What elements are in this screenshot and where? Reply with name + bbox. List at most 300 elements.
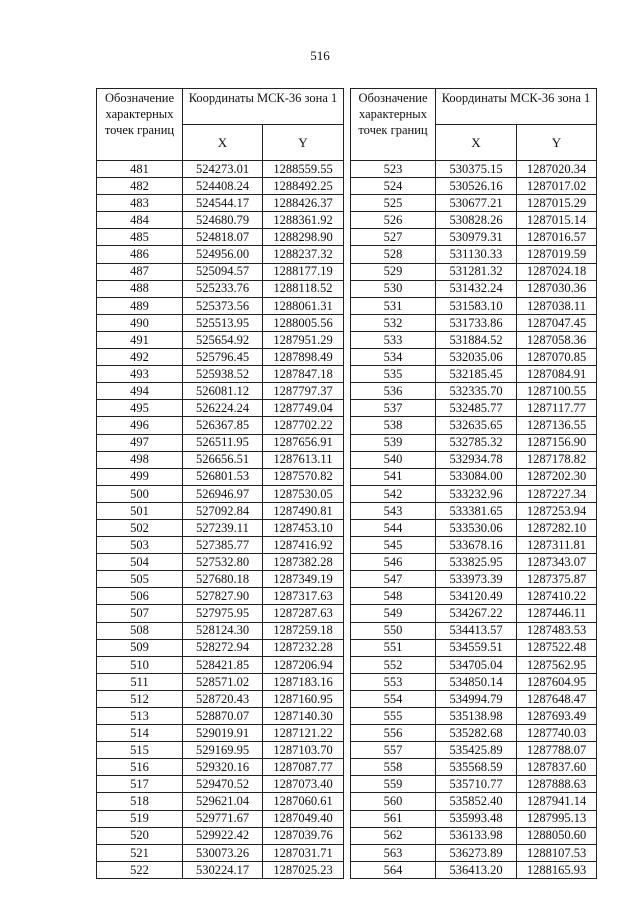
point-id-cell: 513 (97, 708, 183, 725)
x-coordinate-cell: 526511.95 (183, 434, 263, 451)
x-coordinate-cell: 531583.10 (436, 297, 517, 314)
table-row (97, 451, 344, 468)
table-row (97, 776, 344, 793)
y-coordinate-cell: 1288426.37 (263, 195, 344, 212)
x-coordinate-cell: 525373.56 (183, 297, 263, 314)
y-coordinate-cell: 1287888.63 (517, 776, 597, 793)
point-id-cell: 532 (351, 314, 436, 331)
table-row (351, 571, 597, 588)
x-coordinate-cell: 526081.12 (183, 383, 263, 400)
point-id-cell: 548 (351, 588, 436, 605)
table-row (351, 297, 597, 314)
y-coordinate-cell: 1288298.90 (263, 229, 344, 246)
x-coordinate-cell: 531733.86 (436, 314, 517, 331)
point-id-cell: 494 (97, 383, 183, 400)
y-coordinate-cell: 1288177.19 (263, 263, 344, 280)
x-coordinate-cell: 525654.92 (183, 331, 263, 348)
y-coordinate-cell: 1287740.03 (517, 725, 597, 742)
x-coordinate-cell: 529320.16 (183, 759, 263, 776)
y-coordinate-cell: 1287693.49 (517, 708, 597, 725)
point-id-cell: 502 (97, 519, 183, 536)
x-coordinate-cell: 527532.80 (183, 554, 263, 571)
point-id-cell: 509 (97, 639, 183, 656)
point-id-cell: 515 (97, 742, 183, 759)
x-coordinate-cell: 525796.45 (183, 349, 263, 366)
point-id-cell: 552 (351, 656, 436, 673)
table-row (97, 212, 344, 229)
x-coordinate-cell: 528272.94 (183, 639, 263, 656)
table-row (97, 725, 344, 742)
x-coordinate-cell: 529922.42 (183, 827, 263, 844)
point-id-cell: 510 (97, 656, 183, 673)
y-coordinate-cell: 1287031.71 (263, 844, 344, 861)
y-coordinate-cell: 1287060.61 (263, 793, 344, 810)
x-coordinate-cell: 530375.15 (436, 161, 517, 178)
table-row (97, 793, 344, 810)
x-coordinate-cell: 534120.49 (436, 588, 517, 605)
x-coordinate-cell: 527975.95 (183, 605, 263, 622)
table-row (97, 400, 344, 417)
table-row (97, 246, 344, 263)
table-row (97, 690, 344, 707)
table-row (97, 485, 344, 502)
x-coordinate-cell: 536413.20 (436, 861, 517, 878)
point-id-cell: 542 (351, 485, 436, 502)
x-coordinate-cell: 535282.68 (436, 725, 517, 742)
y-coordinate-cell: 1287483.53 (517, 622, 597, 639)
table-row (351, 246, 597, 263)
y-coordinate-cell: 1287453.10 (263, 519, 344, 536)
point-id-cell: 490 (97, 314, 183, 331)
x-coordinate-cell: 533678.16 (436, 537, 517, 554)
point-id-cell: 506 (97, 588, 183, 605)
y-coordinate-cell: 1287287.63 (263, 605, 344, 622)
x-coordinate-cell: 534413.57 (436, 622, 517, 639)
table-row (97, 844, 344, 861)
table-row (97, 827, 344, 844)
table-row (97, 639, 344, 656)
table-row (97, 229, 344, 246)
y-coordinate-cell: 1288361.92 (263, 212, 344, 229)
table-row (351, 468, 597, 485)
y-coordinate-cell: 1288118.52 (263, 280, 344, 297)
table-row (351, 280, 597, 297)
y-coordinate-cell: 1287898.49 (263, 349, 344, 366)
table-body-left (97, 161, 344, 879)
x-coordinate-cell: 533084.00 (436, 468, 517, 485)
point-id-cell: 505 (97, 571, 183, 588)
y-coordinate-cell: 1287995.13 (517, 810, 597, 827)
y-coordinate-cell: 1287016.57 (517, 229, 597, 246)
point-id-cell: 533 (351, 331, 436, 348)
x-coordinate-cell: 531432.24 (436, 280, 517, 297)
x-coordinate-cell: 530677.21 (436, 195, 517, 212)
y-coordinate-cell: 1287349.19 (263, 571, 344, 588)
x-coordinate-cell: 526224.24 (183, 400, 263, 417)
table-row (97, 571, 344, 588)
point-id-cell: 499 (97, 468, 183, 485)
x-coordinate-cell: 532785.32 (436, 434, 517, 451)
table-body-right (351, 161, 597, 879)
table-row (351, 383, 597, 400)
table-row (351, 434, 597, 451)
table-row (97, 280, 344, 297)
x-coordinate-cell: 527827.90 (183, 588, 263, 605)
point-id-cell: 535 (351, 366, 436, 383)
x-coordinate-cell: 526801.53 (183, 468, 263, 485)
y-coordinate-cell: 1287084.91 (517, 366, 597, 383)
point-id-cell: 536 (351, 383, 436, 400)
y-coordinate-cell: 1287049.40 (263, 810, 344, 827)
y-coordinate-cell: 1287317.63 (263, 588, 344, 605)
x-coordinate-cell: 525094.57 (183, 263, 263, 280)
y-coordinate-cell: 1287015.29 (517, 195, 597, 212)
y-coordinate-cell: 1288237.32 (263, 246, 344, 263)
y-coordinate-cell: 1287253.94 (517, 502, 597, 519)
point-id-cell: 493 (97, 366, 183, 383)
point-id-cell: 484 (97, 212, 183, 229)
point-id-cell: 553 (351, 673, 436, 690)
table-row (351, 656, 597, 673)
y-coordinate-cell: 1287847.18 (263, 366, 344, 383)
table-row (351, 451, 597, 468)
point-id-cell: 563 (351, 844, 436, 861)
x-coordinate-cell: 533381.65 (436, 502, 517, 519)
x-coordinate-cell: 524956.00 (183, 246, 263, 263)
table-row (351, 537, 597, 554)
point-id-cell: 531 (351, 297, 436, 314)
point-id-cell: 547 (351, 571, 436, 588)
table-row (97, 178, 344, 195)
x-coordinate-cell: 529771.67 (183, 810, 263, 827)
point-id-cell: 503 (97, 537, 183, 554)
table-row (351, 827, 597, 844)
x-coordinate-cell: 535425.89 (436, 742, 517, 759)
table-row (97, 673, 344, 690)
point-id-cell: 550 (351, 622, 436, 639)
x-coordinate-cell: 527092.84 (183, 502, 263, 519)
table-row (351, 861, 597, 878)
point-id-cell: 522 (97, 861, 183, 878)
point-id-cell: 551 (351, 639, 436, 656)
point-id-cell: 539 (351, 434, 436, 451)
point-id-cell: 524 (351, 178, 436, 195)
point-label-header: Обозначение характерных точек границ (351, 89, 436, 161)
coord-group-header: Координаты МСК-36 зона 1 (436, 89, 597, 125)
point-id-cell: 559 (351, 776, 436, 793)
x-coordinate-cell: 530979.31 (436, 229, 517, 246)
y-coordinate-cell: 1287648.47 (517, 690, 597, 707)
table-row (97, 263, 344, 280)
x-coordinate-cell: 533825.95 (436, 554, 517, 571)
table-row (351, 178, 597, 195)
x-coordinate-cell: 535138.98 (436, 708, 517, 725)
x-coordinate-cell: 530828.26 (436, 212, 517, 229)
point-id-cell: 556 (351, 725, 436, 742)
y-coordinate-cell: 1287024.18 (517, 263, 597, 280)
y-coordinate-cell: 1287613.11 (263, 451, 344, 468)
y-coordinate-cell: 1287562.95 (517, 656, 597, 673)
point-id-cell: 526 (351, 212, 436, 229)
y-coordinate-cell: 1287047.45 (517, 314, 597, 331)
x-header: X (183, 125, 263, 161)
y-coordinate-cell: 1287702.22 (263, 417, 344, 434)
point-id-cell: 491 (97, 331, 183, 348)
y-coordinate-cell: 1287311.81 (517, 537, 597, 554)
y-coordinate-cell: 1287070.85 (517, 349, 597, 366)
table-row (97, 161, 344, 178)
x-coordinate-cell: 527239.11 (183, 519, 263, 536)
table-row (351, 793, 597, 810)
x-coordinate-cell: 527680.18 (183, 571, 263, 588)
x-coordinate-cell: 525513.95 (183, 314, 263, 331)
point-id-cell: 543 (351, 502, 436, 519)
point-id-cell: 495 (97, 400, 183, 417)
x-coordinate-cell: 533973.39 (436, 571, 517, 588)
y-coordinate-cell: 1287282.10 (517, 519, 597, 536)
x-coordinate-cell: 535993.48 (436, 810, 517, 827)
x-coordinate-cell: 531884.52 (436, 331, 517, 348)
point-id-cell: 564 (351, 861, 436, 878)
y-coordinate-cell: 1287259.18 (263, 622, 344, 639)
point-id-cell: 486 (97, 246, 183, 263)
point-id-cell: 482 (97, 178, 183, 195)
x-coordinate-cell: 530224.17 (183, 861, 263, 878)
x-coordinate-cell: 528870.07 (183, 708, 263, 725)
table-row (97, 331, 344, 348)
y-coordinate-cell: 1287941.14 (517, 793, 597, 810)
point-id-cell: 519 (97, 810, 183, 827)
table-row (351, 639, 597, 656)
y-coordinate-cell: 1287837.60 (517, 759, 597, 776)
point-id-cell: 562 (351, 827, 436, 844)
x-coordinate-cell: 532335.70 (436, 383, 517, 400)
y-coordinate-cell: 1287227.34 (517, 485, 597, 502)
x-coordinate-cell: 529019.91 (183, 725, 263, 742)
x-coordinate-cell: 536273.89 (436, 844, 517, 861)
x-coordinate-cell: 533530.06 (436, 519, 517, 536)
point-id-cell: 483 (97, 195, 183, 212)
point-id-cell: 529 (351, 263, 436, 280)
y-coordinate-cell: 1287121.22 (263, 725, 344, 742)
point-id-cell: 520 (97, 827, 183, 844)
x-coordinate-cell: 531281.32 (436, 263, 517, 280)
y-coordinate-cell: 1287410.22 (517, 588, 597, 605)
table-row (351, 331, 597, 348)
y-coordinate-cell: 1287073.40 (263, 776, 344, 793)
table-row (351, 690, 597, 707)
point-id-cell: 488 (97, 280, 183, 297)
table-row (97, 417, 344, 434)
y-coordinate-cell: 1287103.70 (263, 742, 344, 759)
point-id-cell: 558 (351, 759, 436, 776)
x-coordinate-cell: 525938.52 (183, 366, 263, 383)
table-row (97, 349, 344, 366)
point-id-cell: 549 (351, 605, 436, 622)
table-row (97, 861, 344, 878)
coordinates-table-left (96, 88, 344, 879)
table-row (351, 725, 597, 742)
x-coordinate-cell: 536133.98 (436, 827, 517, 844)
x-coordinate-cell: 530526.16 (436, 178, 517, 195)
table-row (97, 366, 344, 383)
y-coordinate-cell: 1288061.31 (263, 297, 344, 314)
point-id-cell: 521 (97, 844, 183, 861)
point-id-cell: 485 (97, 229, 183, 246)
y-coordinate-cell: 1287160.95 (263, 690, 344, 707)
point-id-cell: 557 (351, 742, 436, 759)
y-coordinate-cell: 1287156.90 (517, 434, 597, 451)
x-coordinate-cell: 526946.97 (183, 485, 263, 502)
table-row (97, 810, 344, 827)
y-coordinate-cell: 1287136.55 (517, 417, 597, 434)
table-row (351, 605, 597, 622)
y-coordinate-cell: 1288107.53 (517, 844, 597, 861)
point-id-cell: 481 (97, 161, 183, 178)
point-id-cell: 508 (97, 622, 183, 639)
table-row (351, 161, 597, 178)
table-row (351, 554, 597, 571)
table-row (351, 212, 597, 229)
table-row (351, 314, 597, 331)
y-coordinate-cell: 1287343.07 (517, 554, 597, 571)
point-id-cell: 497 (97, 434, 183, 451)
y-coordinate-cell: 1287522.48 (517, 639, 597, 656)
y-coordinate-cell: 1287232.28 (263, 639, 344, 656)
table-row (351, 417, 597, 434)
point-id-cell: 545 (351, 537, 436, 554)
y-coordinate-cell: 1287020.34 (517, 161, 597, 178)
point-id-cell: 540 (351, 451, 436, 468)
y-coordinate-cell: 1287019.59 (517, 246, 597, 263)
y-coordinate-cell: 1288165.93 (517, 861, 597, 878)
table-row (97, 468, 344, 485)
point-label-header: Обозначение характерных точек границ (97, 89, 183, 161)
y-coordinate-cell: 1287025.23 (263, 861, 344, 878)
x-coordinate-cell: 529621.04 (183, 793, 263, 810)
point-id-cell: 507 (97, 605, 183, 622)
table-row (351, 844, 597, 861)
x-coordinate-cell: 533232.96 (436, 485, 517, 502)
point-id-cell: 501 (97, 502, 183, 519)
point-id-cell: 517 (97, 776, 183, 793)
table-row (97, 383, 344, 400)
y-coordinate-cell: 1287382.28 (263, 554, 344, 571)
x-coordinate-cell: 524544.17 (183, 195, 263, 212)
y-coordinate-cell: 1287030.36 (517, 280, 597, 297)
x-header: X (436, 125, 517, 161)
table-row (351, 519, 597, 536)
y-coordinate-cell: 1288559.55 (263, 161, 344, 178)
x-coordinate-cell: 534994.79 (436, 690, 517, 707)
point-id-cell: 525 (351, 195, 436, 212)
y-coordinate-cell: 1287446.11 (517, 605, 597, 622)
table-row (351, 776, 597, 793)
x-coordinate-cell: 526367.85 (183, 417, 263, 434)
y-coordinate-cell: 1287038.11 (517, 297, 597, 314)
table-row (351, 195, 597, 212)
table-row (351, 400, 597, 417)
y-coordinate-cell: 1287206.94 (263, 656, 344, 673)
table-row (97, 502, 344, 519)
x-coordinate-cell: 535568.59 (436, 759, 517, 776)
table-row (97, 554, 344, 571)
point-id-cell: 554 (351, 690, 436, 707)
x-coordinate-cell: 532934.78 (436, 451, 517, 468)
point-id-cell: 555 (351, 708, 436, 725)
y-coordinate-cell: 1287100.55 (517, 383, 597, 400)
table-row (97, 742, 344, 759)
table-row (97, 588, 344, 605)
table-row (351, 502, 597, 519)
table-row (97, 656, 344, 673)
point-id-cell: 561 (351, 810, 436, 827)
y-coordinate-cell: 1287416.92 (263, 537, 344, 554)
y-coordinate-cell: 1287058.36 (517, 331, 597, 348)
x-coordinate-cell: 528421.85 (183, 656, 263, 673)
table-row (351, 810, 597, 827)
y-coordinate-cell: 1288492.25 (263, 178, 344, 195)
y-coordinate-cell: 1287530.05 (263, 485, 344, 502)
x-coordinate-cell: 526656.51 (183, 451, 263, 468)
x-coordinate-cell: 534559.51 (436, 639, 517, 656)
y-coordinate-cell: 1287570.82 (263, 468, 344, 485)
table-row (351, 759, 597, 776)
point-id-cell: 504 (97, 554, 183, 571)
y-header: Y (263, 125, 344, 161)
y-coordinate-cell: 1287375.87 (517, 571, 597, 588)
table-row (97, 708, 344, 725)
y-coordinate-cell: 1287039.76 (263, 827, 344, 844)
x-coordinate-cell: 529169.95 (183, 742, 263, 759)
y-coordinate-cell: 1287015.14 (517, 212, 597, 229)
table-row (351, 366, 597, 383)
x-coordinate-cell: 528720.43 (183, 690, 263, 707)
y-coordinate-cell: 1287017.02 (517, 178, 597, 195)
x-coordinate-cell: 532485.77 (436, 400, 517, 417)
table-row (97, 519, 344, 536)
x-coordinate-cell: 524680.79 (183, 212, 263, 229)
table-row (97, 537, 344, 554)
point-id-cell: 560 (351, 793, 436, 810)
x-coordinate-cell: 524273.01 (183, 161, 263, 178)
y-coordinate-cell: 1287087.77 (263, 759, 344, 776)
x-coordinate-cell: 524818.07 (183, 229, 263, 246)
table-row (351, 229, 597, 246)
table-row (351, 349, 597, 366)
table-row (97, 622, 344, 639)
coord-group-header: Координаты МСК-36 зона 1 (183, 89, 344, 125)
x-coordinate-cell: 534850.14 (436, 673, 517, 690)
x-coordinate-cell: 524408.24 (183, 178, 263, 195)
table-row (97, 605, 344, 622)
point-id-cell: 512 (97, 690, 183, 707)
x-coordinate-cell: 527385.77 (183, 537, 263, 554)
y-coordinate-cell: 1288005.56 (263, 314, 344, 331)
point-id-cell: 492 (97, 349, 183, 366)
x-coordinate-cell: 532035.06 (436, 349, 517, 366)
x-coordinate-cell: 534267.22 (436, 605, 517, 622)
point-id-cell: 498 (97, 451, 183, 468)
y-coordinate-cell: 1287604.95 (517, 673, 597, 690)
table-row (97, 314, 344, 331)
x-coordinate-cell: 528571.02 (183, 673, 263, 690)
y-coordinate-cell: 1287490.81 (263, 502, 344, 519)
table-row (351, 742, 597, 759)
y-coordinate-cell: 1287788.07 (517, 742, 597, 759)
x-coordinate-cell: 532185.45 (436, 366, 517, 383)
table-row (351, 485, 597, 502)
